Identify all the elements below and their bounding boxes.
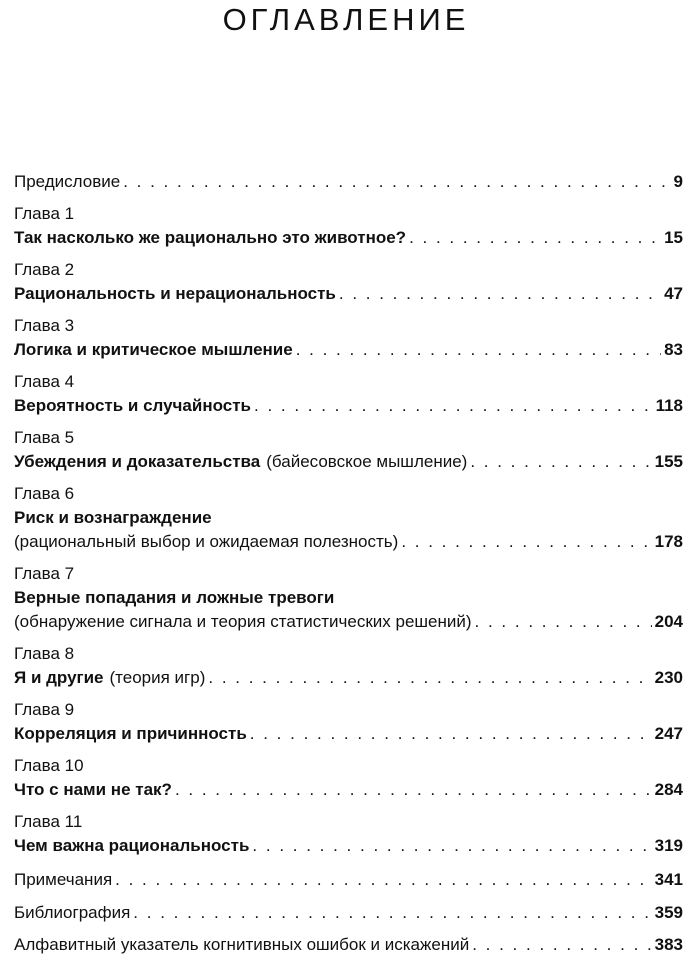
chapter-label: Глава 10 — [14, 756, 84, 775]
toc-entry-title: Примечания — [14, 870, 113, 889]
dot-leader — [133, 901, 651, 925]
dot-leader — [470, 450, 651, 474]
toc-page-number: 47 — [664, 284, 683, 303]
toc-entry-title: Вероятность и случайность — [14, 396, 251, 415]
toc-entry-title: Я и другие — [14, 668, 104, 687]
page-title: ОГЛАВЛЕНИЕ — [222, 2, 470, 37]
dot-leader — [475, 610, 652, 634]
toc-entry-title: Алфавитный указатель когнитивных ошибок и искажений — [14, 935, 470, 954]
dot-leader — [339, 282, 661, 306]
toc-entry-title: Убеждения и доказательства — [14, 452, 261, 471]
toc-page-number: 155 — [654, 452, 683, 471]
toc-entry-title: Так насколько же рационально это животное? — [14, 228, 407, 247]
toc-page-number: 284 — [654, 780, 683, 799]
dot-leader — [254, 394, 653, 418]
toc-entry-title: Логика и критическое мышление — [14, 340, 293, 359]
toc-page-number: 359 — [654, 903, 683, 922]
toc-entry-title: Что с нами не так? — [14, 780, 172, 799]
toc-entry-title: Риск и вознаграждение — [14, 508, 212, 527]
toc-entry-bibliography[interactable] — [14, 901, 683, 925]
dot-leader — [123, 170, 670, 194]
dot-leader — [409, 226, 661, 250]
toc-entry-title: Чем важна рациональность — [14, 836, 250, 855]
toc-entry-title: Верные попадания и ложные тревоги — [14, 588, 335, 607]
toc-page-number: 319 — [654, 836, 683, 855]
toc-entry-chapter-6[interactable] — [14, 482, 683, 554]
toc-entry-chapter-2[interactable] — [14, 258, 683, 306]
toc-page-number: 383 — [654, 935, 683, 954]
toc-entry-chapter-8[interactable] — [14, 642, 683, 690]
toc-page-number: 247 — [654, 724, 683, 743]
toc-page-number: 15 — [664, 228, 683, 247]
dot-leader — [115, 868, 651, 892]
chapter-label: Глава 1 — [14, 204, 75, 223]
toc-entry-notes[interactable] — [14, 868, 683, 892]
toc-page-number: 204 — [654, 612, 683, 631]
toc-entry-subtitle: (байесовское мышление) — [266, 452, 468, 471]
toc-entry-subtitle: (теория игр) — [109, 668, 206, 687]
dot-leader — [401, 530, 651, 554]
dot-leader — [296, 338, 661, 362]
toc-page-number: 9 — [673, 172, 683, 191]
toc-entry-subtitle: (рациональный выбор и ожидаемая полезность) — [14, 532, 399, 551]
toc-entry-title: Рациональность и нерациональность — [14, 284, 336, 303]
toc-entry-chapter-9[interactable] — [14, 698, 683, 746]
chapter-label: Глава 5 — [14, 428, 75, 447]
chapter-label: Глава 11 — [14, 812, 83, 831]
toc-page-number: 341 — [654, 870, 683, 889]
toc-entry-title: Библиография — [14, 903, 131, 922]
toc-page-number: 118 — [655, 396, 683, 415]
toc-entry-title: Предисловие — [14, 172, 121, 191]
chapter-label: Глава 6 — [14, 484, 75, 503]
toc-entry-bias-index[interactable] — [14, 933, 683, 957]
dot-leader — [472, 933, 651, 957]
chapter-label: Глава 4 — [14, 372, 75, 391]
dot-leader — [175, 778, 652, 802]
toc-entry-chapter-7[interactable] — [14, 562, 683, 634]
toc-entry-chapter-10[interactable] — [14, 754, 683, 802]
chapter-label: Глава 9 — [14, 700, 75, 719]
toc-entry-chapter-11[interactable] — [14, 810, 683, 858]
dot-leader — [252, 834, 651, 858]
toc-entry-chapter-3[interactable] — [14, 314, 683, 362]
toc-entry-preface[interactable] — [14, 170, 683, 194]
toc-page-number: 83 — [664, 340, 683, 359]
table-of-contents — [14, 170, 683, 957]
chapter-label: Глава 8 — [14, 644, 75, 663]
chapter-label: Глава 2 — [14, 260, 75, 279]
toc-entry-chapter-1[interactable] — [14, 202, 683, 250]
toc-entry-subtitle: (обнаружение сигнала и теория статистических решений) — [14, 612, 472, 631]
toc-page-number: 178 — [654, 532, 683, 551]
toc-entry-chapter-5[interactable] — [14, 426, 683, 474]
toc-page-number: 230 — [654, 668, 683, 687]
toc-entry-title: Корреляция и причинность — [14, 724, 247, 743]
dot-leader — [250, 722, 652, 746]
chapter-label: Глава 7 — [14, 564, 75, 583]
toc-entry-chapter-4[interactable] — [14, 370, 683, 418]
chapter-label: Глава 3 — [14, 316, 75, 335]
dot-leader — [208, 666, 651, 690]
